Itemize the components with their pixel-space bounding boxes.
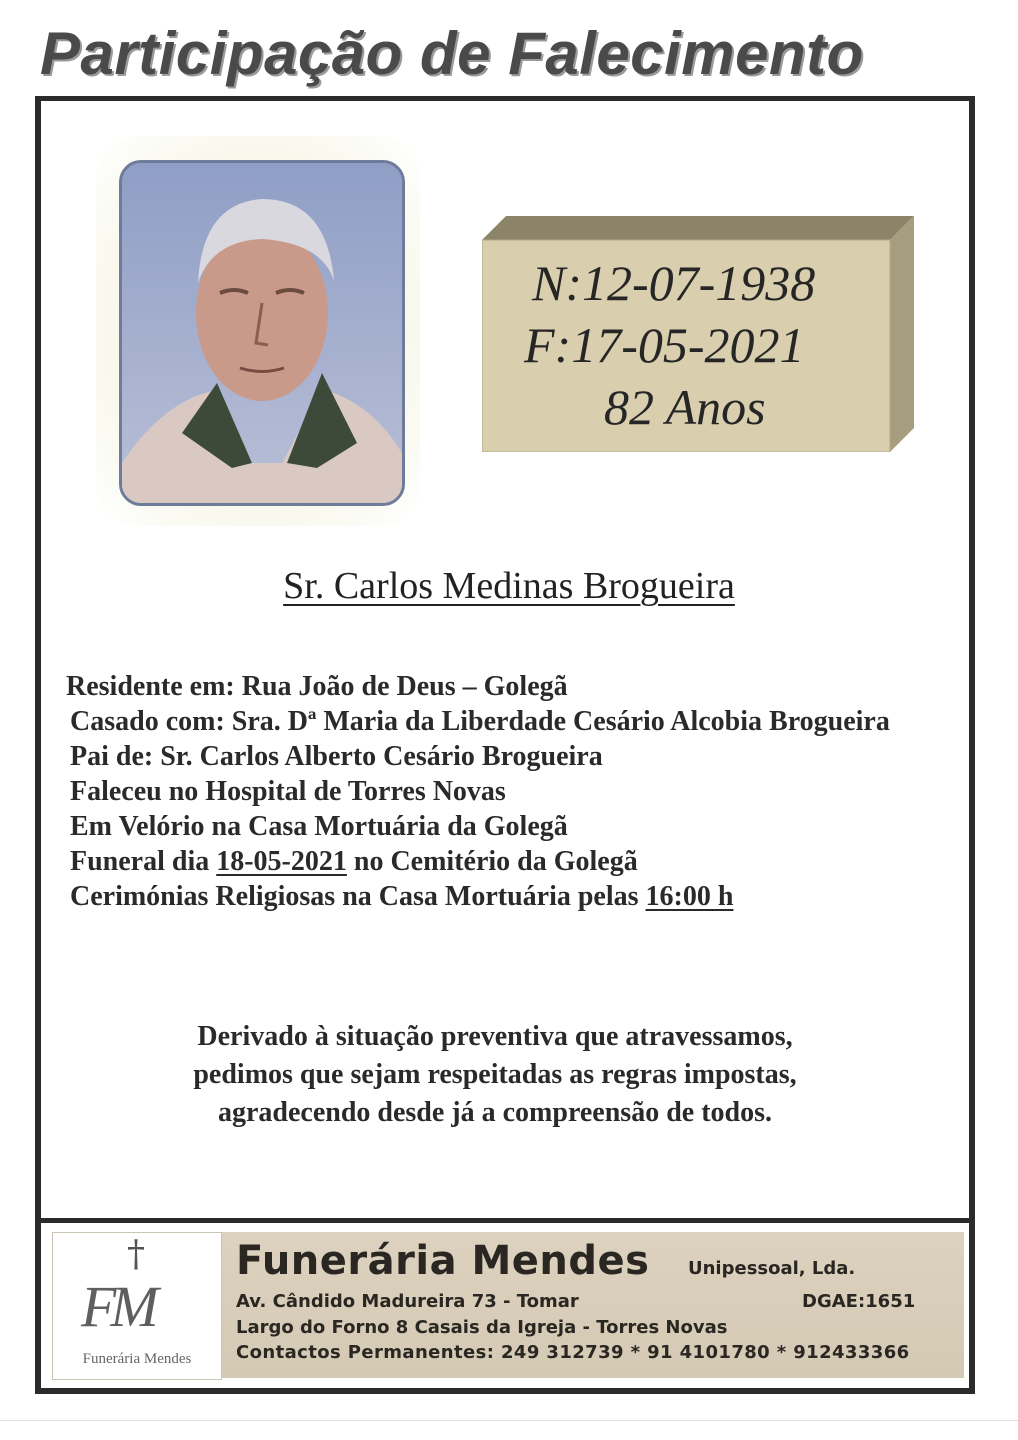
spouse-line: Casado com: Sra. Dª Maria da Liberdade Cesário Alcobia Brogueira	[70, 706, 890, 737]
address-tomar: Av. Cândido Madureira 73 - Tomar	[236, 1291, 579, 1312]
wake-line: Em Velório na Casa Mortuária da Golegã	[70, 811, 568, 842]
funeral-home-logo	[52, 1232, 222, 1380]
contacts: Contactos Permanentes: 249 312739 * 91 4101780 * 912433366	[236, 1342, 910, 1363]
logo-text: Funerária Mendes	[82, 1351, 192, 1367]
funeral-prefix: Funeral dia	[70, 846, 217, 877]
scan-edge-line	[0, 1420, 1018, 1421]
father-line: Pai de: Sr. Carlos Alberto Cesário Brogueira	[70, 741, 603, 772]
funeral-line	[66, 844, 976, 879]
company-suffix: Unipessoal, Lda.	[688, 1258, 856, 1279]
notice-line-3: agradecendo desde já a compreensão de todos.	[217, 1097, 772, 1128]
notice-line-1: Derivado à situação preventiva que atravessamos,	[197, 1021, 793, 1052]
age: 82 Anos	[604, 379, 766, 435]
cross-icon: †	[127, 1234, 145, 1275]
portrait-photo	[119, 160, 405, 506]
company-info	[222, 1232, 964, 1378]
funeral-suffix: no Cemitério da Golegã	[346, 846, 638, 877]
ceremony-line	[66, 879, 976, 914]
deceased-name: Sr. Carlos Medinas Brogueira	[283, 565, 735, 607]
funeral-date: 18-05-2021	[216, 846, 347, 877]
covid-notice	[150, 1018, 840, 1132]
notice-line-2: pedimos que sejam respeitadas as regras impostas,	[193, 1059, 797, 1090]
ceremony-time: 16:00 h	[645, 881, 734, 912]
address-torres-novas: Largo do Forno 8 Casais da Igreja - Torres Novas	[236, 1317, 728, 1338]
dgae-number: DGAE:1651	[802, 1291, 916, 1312]
birth-date: N:12-07-1938	[532, 255, 816, 311]
details-list	[66, 669, 976, 914]
ceremony-prefix: Cerimónias Religiosas na Casa Mortuária pelas	[70, 881, 646, 912]
died-at-line: Faleceu no Hospital de Torres Novas	[70, 776, 506, 807]
death-date: F:17-05-2021	[524, 317, 805, 373]
company-name: Funerária Mendes	[236, 1238, 650, 1284]
residence-line: Residente em: Rua João de Deus – Golegã	[66, 671, 568, 702]
dates-stone-block	[482, 216, 914, 452]
page-title: Participação de Falecimento	[40, 20, 864, 87]
logo-monogram: FM	[81, 1274, 153, 1339]
